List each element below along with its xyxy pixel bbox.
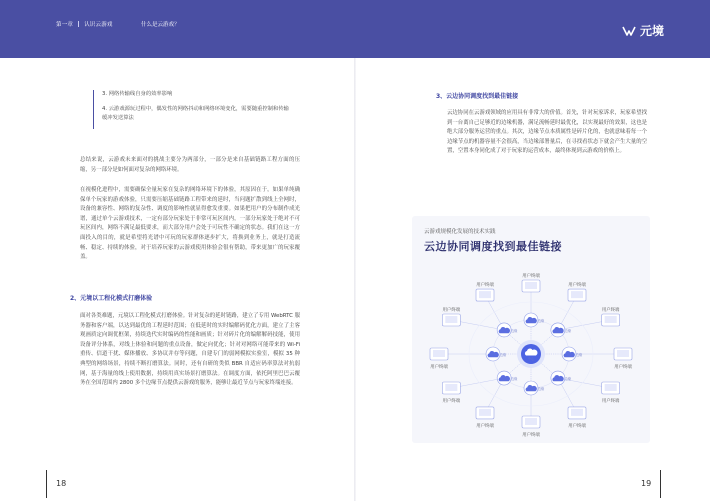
center-label: 中心 (527, 357, 535, 361)
edge-label: 边缘 (537, 319, 545, 323)
screen-icon (571, 409, 583, 416)
callout-box (93, 90, 293, 129)
screen-icon (445, 316, 457, 323)
chapter-number: 第一章 (56, 22, 74, 28)
screen-icon (571, 291, 583, 298)
figure-title: 云边协同调度找到最佳链接 (424, 240, 562, 253)
page-number: 18 (56, 479, 67, 488)
screen-icon (617, 350, 629, 357)
body-paragraph: 面对各类难题，元境以工程化模式打磨体验。针对复杂的延时链路，建立了专用 WebRTC 服务器和客户端，以达到最优的工程延时范围；在低延时的实时编解码优化方面，建立了主客观画质定向调优框架，持续迭代实时编码的性能和画质；针对碎片化的编解解码技能，使用设备评分体系，对线上体验和问题的重点设备，做定向优化；针对对网络可能带来的 Wi-Fi 重传、信道干扰、媒体播放、多协议并存等问题，自建专门的弱网模拟实验室，模拟 35 种典型的网络场景，持续不断打磨算法。同时，还有自研的类似 BBR 自适应码率算法对抗弱网，基于海量的线上使用数据，持续用真实场景打磨算法。在调度方面，依托阿里巴巴云覆务在全国范围内 2800 多个边缘节点提供云游戏的服务，能够让最近节点与玩家终端连接。 (80, 313, 300, 387)
figure-card (412, 216, 650, 443)
figure-subtitle: 云游戏规模化发展的技术实践 (424, 229, 496, 235)
user-terminal-label: 用户终端 (601, 308, 620, 313)
screen-icon (525, 418, 537, 425)
screen-icon (479, 291, 491, 298)
brand-logo (622, 22, 664, 39)
summary-paragraph: 总结来说，云游戏未来面对的挑战主要分为两部分，一部分是来自基础链路工程方面的压缩，另一部分是如何面对复杂的网络环境。 (80, 157, 300, 173)
section-label: 什么是云游戏？ (141, 22, 180, 28)
section-heading: 3、云边协同调度找到最佳链接 (436, 93, 519, 100)
user-terminal-label: 用户终端 (568, 423, 586, 429)
page-number: 19 (641, 479, 652, 488)
body-paragraph: 在视模化进程中，需要确保全量玩家在复杂的网络环境下的体验，其原因在于，如果单纯确保单个玩家的游戏体验，只需要压缩基础链路工程带来的延时，当问题扩散到线上全网时，设备的兼容性、网络的复杂性、调度的影响性就显得愈发重要。如果把用户的分布制作成光谱，通过单个云游戏技术，一定有部分玩家处于非常可玩区间内，一部分玩家处于绝对不可玩区间内，网络不满足最低要求，而大部分用户会处于可玩性不确定的状态。我们在这一方面投入的目的，就是希望将光谱中可玩的玩家群体逐步扩大，将换到业务上，就是打造流畅、稳定、持续的体验，对于培养玩家的云游戏使用体验会很有帮助，带来更加广的玩家覆盖。 (80, 187, 300, 261)
user-terminal-label: 用户终端 (476, 423, 494, 429)
top-banner (0, 0, 710, 58)
brand-name: 元境 (640, 24, 665, 38)
cloud-edge-diagram (412, 216, 650, 443)
user-terminal-label: 用户终端 (442, 308, 461, 313)
user-terminal-label: 用户终端 (430, 365, 448, 370)
screen-icon (525, 282, 537, 289)
chapter-label (56, 20, 113, 28)
user-terminal-label: 用户终端 (522, 274, 540, 279)
edge-label: 边缘 (564, 377, 572, 382)
edge-label: 边缘 (510, 328, 518, 333)
body-paragraph: 云边协同在云游戏领域的应用具有非常大的价值。首先，针对玩家诉求，玩家希望找到一台离自己足够近的边缘机器，满足流畅延时最优化，以实现最好的效果，这也是绝大部分服务运营的重点。其次，边缘节点本质属性是碎片化的，也就意味着每一个边缘节点的机器容量不会很高，当边缘部署量后，在寻找看状态下就会产生大量的空置，空置本身同化成了对于玩家的运营成本，最终体现到云游戏的价格上。 (447, 110, 647, 155)
brand-mark-icon (622, 25, 636, 37)
edge-label: 边缘 (510, 377, 518, 382)
user-terminal-label: 用户终端 (476, 283, 494, 289)
screen-icon (445, 384, 457, 391)
page-spine (354, 58, 356, 501)
callout-item: 4. 云游戏源玩过程中，偶发性的网络抖动和网络环境变化，需要随重控制和传输缓冲发送算法 (102, 106, 289, 121)
user-terminal-label: 用户终端 (601, 399, 620, 404)
user-terminal-label: 用户终端 (522, 433, 540, 438)
user-terminal-label: 用户终端 (442, 399, 461, 404)
screen-icon (605, 384, 617, 391)
page-rule (46, 470, 47, 498)
screen-icon (479, 409, 491, 416)
section-heading: 2、元境以工程化模式打磨体验 (70, 295, 153, 302)
screen-icon (433, 350, 445, 357)
edge-label: 边缘 (564, 328, 572, 333)
user-terminal-label: 用户终端 (568, 283, 586, 289)
page-rule (660, 470, 661, 498)
screen-icon (605, 316, 617, 323)
chapter-title: 认识云游戏 (84, 22, 113, 28)
edge-label: 边缘 (537, 387, 545, 391)
edge-label: 边缘 (575, 353, 583, 357)
callout-item: 3. 网络传输线自身的效率影响 (102, 91, 173, 97)
edge-label: 边缘 (499, 353, 507, 357)
user-terminal-label: 用户终端 (614, 365, 632, 370)
